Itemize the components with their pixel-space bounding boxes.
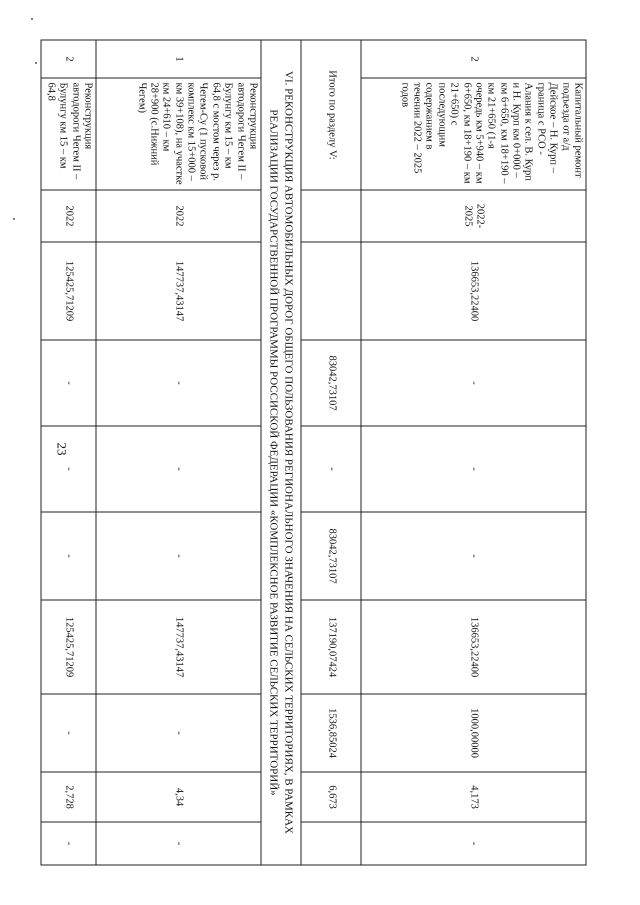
table-row <box>361 40 586 865</box>
value-cell: - <box>361 822 586 865</box>
object-name: Капитальный ремонт подъезда от а/д Дейское – Н. Курп – граница с РСО - Алания к сел. В. Курп и Н. Курп км 0+000 – км 6+650, км 18+190 – км 21+650 (1-я очередь км 5+940 – км 6+650, км 18+190 – км 21+650) с последующим содержанием в течении 2022 – 2025 годов <box>361 78 586 190</box>
value-cell: 136653,22400 <box>361 600 586 694</box>
years-cell: 2022 <box>42 190 97 242</box>
length-cell: 2,728 <box>42 772 97 822</box>
value-cell: 1000,00000 <box>361 694 586 772</box>
total-cell: 125425,71209 <box>42 242 97 340</box>
value-cell: - <box>96 426 261 512</box>
table-row <box>96 40 261 865</box>
value-cell: - <box>96 694 261 772</box>
subtotal-value: 83042,73107 <box>301 340 361 426</box>
program-table <box>41 40 587 866</box>
subtotal-value: 137190,07424 <box>301 600 361 694</box>
row-number: 2 <box>361 40 586 78</box>
subtotal-label: Итого по разделу V: <box>301 40 361 190</box>
value-cell: - <box>96 822 261 865</box>
value-cell: - <box>42 694 97 772</box>
scan-speck <box>31 18 33 20</box>
object-name: Реконструкция автодороги Чегем II – Булунгу км 15 – км 64,8 <box>42 78 97 190</box>
value-cell: - <box>361 426 586 512</box>
total-cell: 136653,22400 <box>361 242 586 340</box>
value-cell: - <box>42 340 97 426</box>
years-cell: 2022 <box>96 190 261 242</box>
value-cell: - <box>42 512 97 600</box>
subtotal-value: 1536,85024 <box>301 694 361 772</box>
years-cell: 2022-2025 <box>361 190 586 242</box>
subtotal-years <box>301 190 361 242</box>
table-row <box>42 40 97 865</box>
section-header-row <box>261 40 301 865</box>
length-cell: 4,173 <box>361 772 586 822</box>
page-number: 23 <box>54 442 70 456</box>
scan-speck <box>13 218 15 220</box>
value-cell: - <box>42 426 97 512</box>
subtotal-row <box>301 40 361 865</box>
value-cell: - <box>96 340 261 426</box>
row-number: 2 <box>42 40 97 78</box>
value-cell: - <box>42 822 97 865</box>
value-cell: - <box>361 512 586 600</box>
value-cell: 147737,43147 <box>96 600 261 694</box>
subtotal-value <box>301 822 361 865</box>
value-cell: 125425,71209 <box>42 600 97 694</box>
object-name: Реконструкция автодороги Чегем II – Булунгу км 15 – км 64,8 с мостом через р. Чегем-Су (1 пусковой комплекс км 15+000 – км 39+108), на участке км 24+610 – км 28+900 (с.Нижний Чегем) <box>96 78 261 190</box>
value-cell: - <box>361 340 586 426</box>
total-cell: 147737,43147 <box>96 242 261 340</box>
subtotal-length: 6,673 <box>301 772 361 822</box>
rotated-table-wrapper <box>45 40 587 865</box>
subtotal-total <box>301 242 361 340</box>
section-title: VI. РЕКОНСТРУКЦИЯ АВТОМОБИЛЬНЫХ ДОРОГ ОБЩЕГО ПОЛЬЗОВАНИЯ РЕГИОНАЛЬНОГО ЗНАЧЕНИЯ НА СЕЛЬСКИХ ТЕРРИТОРИЯХ, В РАМКАХ РЕАЛИЗАЦИИ ГОСУДАРСТВЕННОЙ ПРОГРАММЫ РОССИСКОЙ ФЕДЕРАЦИИ «КОМПЛЕКСНОЕ РАЗВИТИЕ СЕЛЬСКИХ ТЕРРИТОРИЙ» <box>261 40 301 865</box>
row-number: 1 <box>96 40 261 78</box>
subtotal-value: - <box>301 426 361 512</box>
subtotal-value: 83042,73107 <box>301 512 361 600</box>
scan-speck <box>35 62 37 64</box>
length-cell: 4,34 <box>96 772 261 822</box>
value-cell: - <box>96 512 261 600</box>
